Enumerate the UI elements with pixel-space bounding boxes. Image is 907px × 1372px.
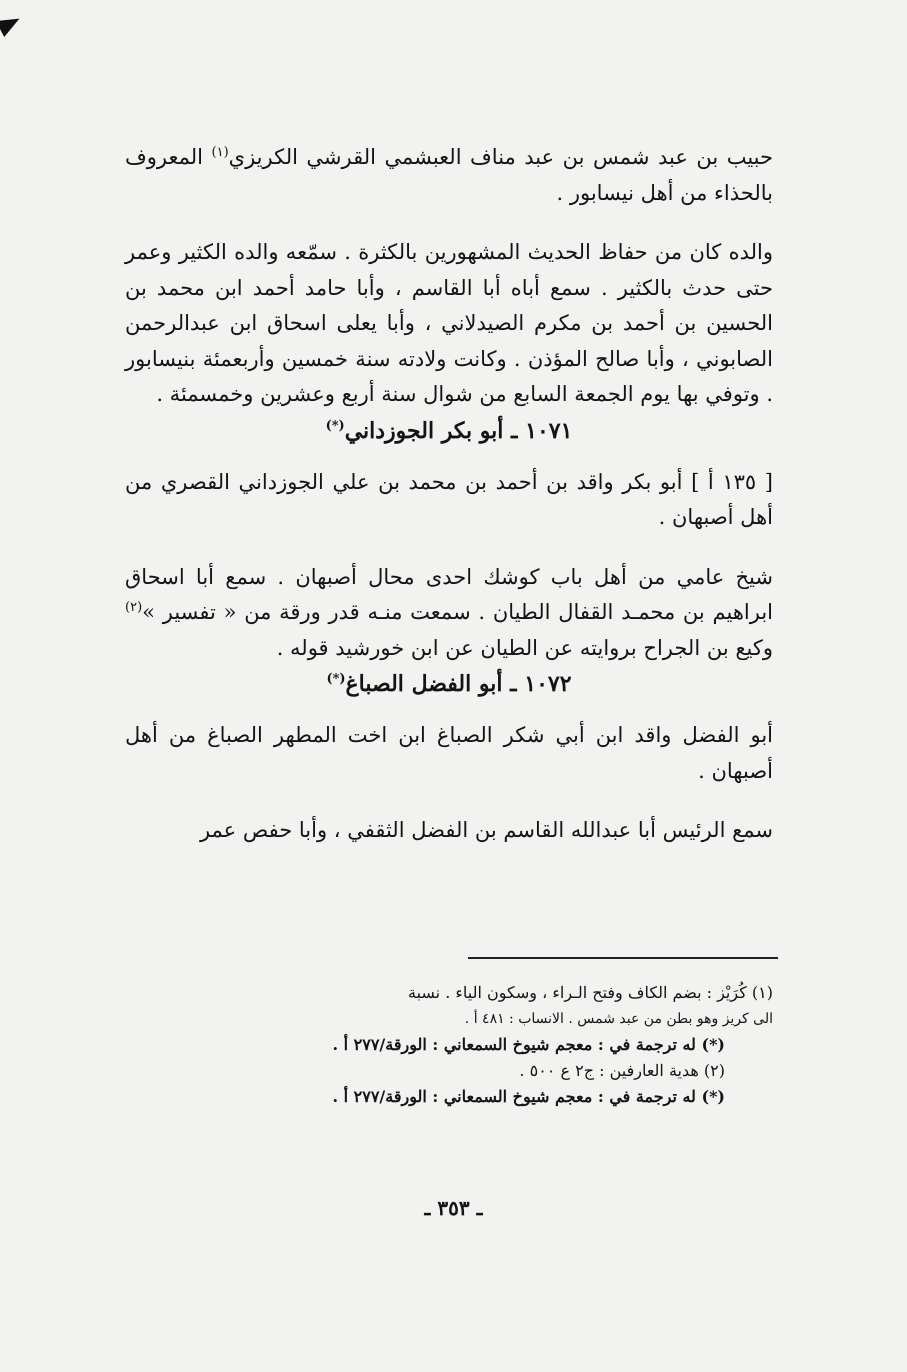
entry-heading-1072 — [125, 666, 773, 702]
footnote-2: (٢) هدية العارفين : ج٢ ع ٥٠٠ . — [519, 1061, 725, 1080]
paragraph-2: والده كان من حفاظ الحديث المشهورين بالكثرة . سمّعه والده الكثير وعمر حتى حدث بالكثير . سمع أباه أبا القاسم ، وأبا حامد أحمد ابن محمد بن الحسين بن أحمد بن مكرم الصيدلاني ، وأبا يعلى اسحاق ابن عبدالرحمن الصابوني ، وأبا صالح المؤذن . وكانت ولادته سنة خمسين وأربعمئة بنيسابور . وتوفي بها يوم الجمعة السابع من شوال سنة أربع وعشرين وخمسمئة . — [125, 240, 773, 406]
paragraph-4-continuation: وكيع بن الجراح بروايته عن الطيان عن ابن خورشيد قوله . — [276, 635, 773, 660]
footnote-marker-star-1: (*) — [325, 418, 345, 434]
paragraph-6: سمع الرئيس أبا عبدالله القاسم بن الفضل الثقفي ، وأبا حفص عمر — [199, 818, 773, 842]
paragraph-4-text: شيخ عامي من أهل باب كوشك احدى محال أصبهان . سمع أبا اسحاق ابراهيم بن محمـد القفال الطيان . سمعت منـه قدر ورقة من « تفسير » — [125, 564, 773, 624]
paragraph-3: [ ١٣٥ أ ] أبو بكر واقد بن أحمد بن محمد بن علي الجوزداني القصري من أهل أصبهان . — [125, 469, 773, 529]
paragraph-4 — [125, 560, 773, 667]
paragraph-1-continuation: المعروف بالحذاء من أهل نيسابور . — [125, 145, 773, 205]
footnote-star-2: (*) له ترجمة في : معجم شيوخ السمعاني : الورقة/٢٧٧ أ . — [332, 1087, 725, 1106]
footnote-star-1: (*) له ترجمة في : معجم شيوخ السمعاني : الورقة/٢٧٧ أ . — [332, 1035, 725, 1054]
footnote-marker-1: (١) — [211, 145, 229, 160]
main-text — [125, 140, 773, 849]
footnote-marker-star-2: (*) — [326, 671, 346, 687]
entry-heading-1072-text: ١٠٧٢ ـ أبو الفضل الصباغ — [345, 671, 572, 697]
paragraph-1-text: حبيب بن عبد شمس بن عبد مناف العبشمي القرشي الكريزي — [228, 145, 773, 169]
footnote-1-line-1: (١) كُرَيْز : بضم الكاف وفتح الـراء ، وسكون الياء . نسبة — [408, 983, 773, 1002]
footnote-separator — [468, 957, 778, 959]
entry-heading-1071-text: ١٠٧١ ـ أبو بكر الجوزداني — [344, 417, 573, 444]
paragraph-1 — [125, 140, 773, 211]
entry-heading-1071 — [125, 413, 773, 449]
page-number: ـ ٣٥٣ ـ — [424, 1196, 483, 1220]
paragraph-5: أبو الفضل واقد ابن أبي شكر الصباغ ابن اخت المطهر الصباغ من أهل أصبهان . — [125, 723, 773, 783]
footnote-marker-2: (٢) — [125, 600, 143, 615]
footnotes — [125, 980, 773, 1110]
footnote-1-line-2: الى كريز وهو بطن من عبد شمس . الانساب : ٤٨١ أ . — [464, 1011, 773, 1027]
corner-mark — [0, 11, 24, 37]
